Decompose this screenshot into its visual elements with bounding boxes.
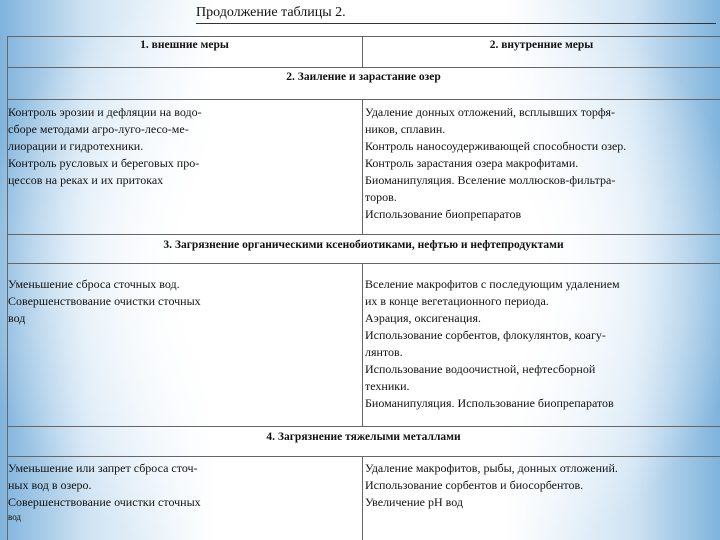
section-external-measures: Уменьшение или запрет сброса сточ- ных вод в озеро. Совершенствование очистки сточных <box>8 461 201 509</box>
table-rule <box>7 263 720 264</box>
table-rule <box>7 456 720 457</box>
table-rule <box>7 67 720 68</box>
table-rule <box>362 456 363 540</box>
section-internal-measures: Вселение макрофитов с последующим удалением их в конце вегетационного периода. Аэрация, оксигенация. Использование сорбентов, флокулянтов, коагу- лянтов. Использование водоочистной, нефтесборной техники. Биоманипуляция. Использование биопрепаратов <box>365 277 620 410</box>
table-rule <box>7 36 720 37</box>
measures-table <box>7 36 720 540</box>
section-title: 2. Заиление и зарастание озер <box>286 71 441 83</box>
section-external-measures: Уменьшение сброса сточных вод. Совершенствование очистки сточных вод <box>8 277 201 325</box>
column-header-internal: 2. внутренние меры <box>489 39 594 51</box>
table-rule <box>7 234 720 235</box>
section-internal-measures: Удаление макрофитов, рыбы, донных отложений. Использование сорбентов и биосорбентов. Увеличение рН вод <box>365 461 618 509</box>
table-rule <box>362 99 363 234</box>
section-title: 4. Загрязнение тяжелыми металлами <box>266 431 461 443</box>
column-header-external: 1. внешние меры <box>140 39 229 51</box>
section-internal-measures: Удаление донных отложений, всплывших торфя- ников, сплавин. Контроль наносоудерживающей способности озер. Контроль зарастания озера макрофитами. Биоманипуляция. Вселение моллюсков-фильтра- торов. Использование биопрепаратов <box>365 105 627 221</box>
section-external-measures: Контроль эрозии и дефляции на водо- сборе методами агро-луго-лесо-ме- лиорации и гидротехники. Контроль русловых и береговых про- цессов на реках и их притоках <box>8 105 202 187</box>
section-external-measures-tail: вод <box>8 512 22 522</box>
table-rule <box>7 426 720 427</box>
table-rule <box>362 263 363 426</box>
table-rule <box>7 99 720 100</box>
table-caption: Продолжение таблицы 2. <box>196 4 716 24</box>
section-title: 3. Загрязнение органическими ксенобиотиками, нефтью и нефтепродуктами <box>163 239 564 251</box>
